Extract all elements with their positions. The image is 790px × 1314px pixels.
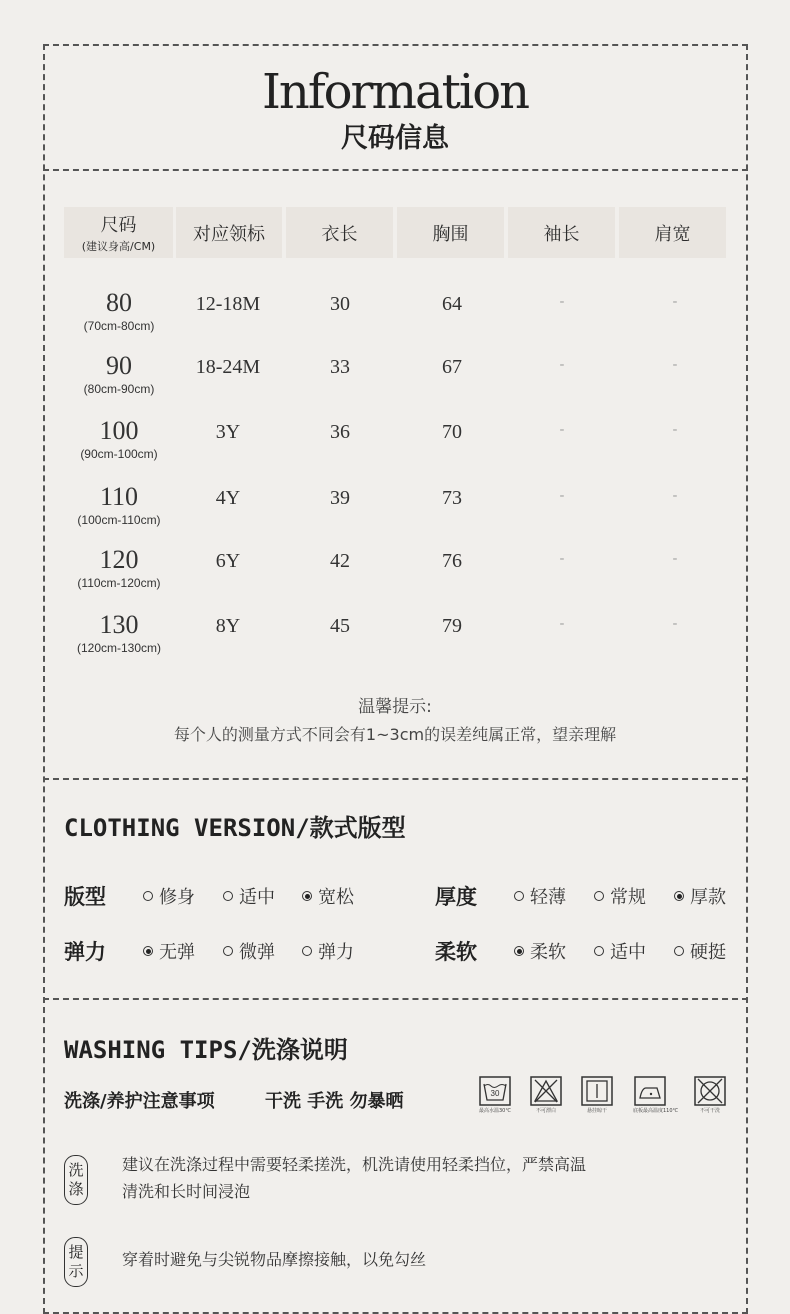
hang-dry-icon [580, 1076, 614, 1114]
table-cell-shoulder: - [672, 422, 678, 437]
table-cell-label: 4Y [215, 487, 241, 509]
title-chinese: 尺码信息 [341, 123, 449, 154]
option-text: 柔软 [530, 942, 566, 963]
table-cell-chest: 64 [442, 293, 462, 315]
radio-unselected-icon [302, 946, 312, 956]
attribute-option[interactable] [514, 883, 566, 909]
radio-selected-icon [302, 891, 312, 901]
table-header-cell [508, 207, 615, 258]
table-cell-length: 42 [330, 550, 350, 572]
wash-badge: 洗 涤 [64, 1155, 88, 1205]
attribute-option[interactable] [594, 883, 646, 909]
option-text: 适中 [239, 887, 275, 908]
table-cell-chest: 73 [442, 487, 462, 509]
table-cell-sleeve: - [559, 357, 565, 372]
radio-unselected-icon [223, 946, 233, 956]
care-caption: 不可干洗 [699, 1108, 720, 1114]
radio-unselected-icon [674, 946, 684, 956]
care-caption: 最高水温30℃ [479, 1108, 511, 1114]
option-text: 厚款 [690, 887, 726, 908]
table-cell-sleeve: - [559, 488, 565, 503]
attribute-label: 柔软 [435, 940, 477, 964]
attribute-option[interactable] [143, 938, 195, 964]
table-cell-sleeve: - [559, 551, 565, 566]
table-cell-chest: 67 [442, 356, 462, 378]
table-cell-label: 3Y [215, 421, 241, 443]
table-cell-length: 36 [330, 421, 350, 443]
header-label: 肩宽 [654, 223, 691, 245]
table-header-cell [64, 207, 173, 258]
svg-text:30: 30 [490, 1089, 500, 1098]
table-cell-chest: 70 [442, 421, 462, 443]
table-cell-size: 120 [99, 545, 139, 574]
washing-tips-title: WASHING TIPS/洗涤说明 [64, 1036, 348, 1064]
table-cell-shoulder: - [672, 294, 678, 309]
table-cell-shoulder: - [672, 488, 678, 503]
divider [43, 169, 748, 171]
table-cell-sleeve: - [559, 616, 565, 631]
option-text: 适中 [610, 942, 646, 963]
attribute-option[interactable] [674, 938, 726, 964]
header-label: 胸围 [432, 223, 469, 245]
radio-unselected-icon [143, 891, 153, 901]
wash-30-icon [478, 1076, 512, 1114]
care-caption: 不可漂白 [535, 1108, 556, 1114]
header-sub: (建议身高/CM) [81, 240, 156, 253]
attribute-option[interactable] [223, 883, 275, 909]
attribute-option[interactable] [143, 883, 195, 909]
option-text: 硬挺 [690, 942, 726, 963]
table-cell-size: 110 [99, 482, 139, 511]
table-header-cell [397, 207, 504, 258]
option-text: 无弹 [159, 942, 195, 963]
header-label: 衣长 [321, 223, 358, 245]
tip-title: 温馨提示: [358, 697, 432, 717]
table-cell-length: 30 [330, 293, 350, 315]
table-cell-label: 6Y [215, 550, 241, 572]
divider [43, 778, 748, 780]
table-cell-chest: 76 [442, 550, 462, 572]
table-cell-shoulder: - [672, 551, 678, 566]
table-cell-sleeve: - [559, 422, 565, 437]
attribute-option[interactable] [514, 938, 566, 964]
iron-110-icon [633, 1076, 679, 1114]
radio-unselected-icon [594, 891, 604, 901]
option-text: 常规 [610, 887, 646, 908]
radio-unselected-icon [514, 891, 524, 901]
table-cell-range: (70cm-80cm) [83, 319, 155, 333]
attribute-option[interactable] [302, 938, 354, 964]
attribute-option[interactable] [594, 938, 646, 964]
radio-selected-icon [674, 891, 684, 901]
table-cell-label: 8Y [215, 615, 241, 637]
table-header-cell [619, 207, 726, 258]
attribute-label: 厚度 [435, 885, 477, 909]
care-caption: 悬挂晾干 [586, 1108, 607, 1114]
radio-unselected-icon [223, 891, 233, 901]
table-cell-chest: 79 [442, 615, 462, 637]
radio-selected-icon [514, 946, 524, 956]
header-label: 对应领标 [193, 223, 265, 245]
care-caption: 底板最高温度110℃ [633, 1108, 679, 1114]
table-cell-size: 100 [99, 416, 139, 445]
table-cell-range: (120cm-130cm) [76, 641, 162, 655]
radio-selected-icon [143, 946, 153, 956]
wash-note: 建议在洗涤过程中需要轻柔搓洗，机洗请使用轻柔挡位，严禁高温 清洗和长时间浸泡 [122, 1155, 587, 1201]
option-text: 宽松 [318, 887, 354, 908]
radio-unselected-icon [594, 946, 604, 956]
wash-care-label: 洗涤/养护注意事项 [64, 1091, 215, 1112]
attribute-option[interactable] [674, 883, 726, 909]
table-cell-length: 39 [330, 487, 350, 509]
table-cell-label: 12-18M [195, 293, 261, 315]
table-cell-range: (80cm-90cm) [83, 382, 155, 396]
table-cell-label: 18-24M [195, 356, 261, 378]
table-cell-length: 33 [330, 356, 350, 378]
table-cell-shoulder: - [672, 616, 678, 631]
no-tumble-dry-icon [693, 1076, 727, 1114]
table-cell-range: (90cm-100cm) [80, 447, 158, 461]
table-cell-shoulder: - [672, 357, 678, 372]
table-cell-sleeve: - [559, 294, 565, 309]
table-header-cell [176, 207, 282, 258]
table-cell-range: (110cm-120cm) [77, 576, 161, 590]
option-text: 轻薄 [530, 887, 566, 908]
attribute-option[interactable] [302, 883, 354, 909]
title-english: Information [261, 64, 529, 120]
table-cell-length: 45 [330, 615, 350, 637]
table-cell-size: 80 [106, 288, 132, 317]
clothing-version-title: CLOTHING VERSION/款式版型 [64, 814, 406, 842]
header-label: 袖长 [543, 223, 580, 245]
option-text: 弹力 [318, 942, 354, 963]
no-bleach-icon [529, 1076, 563, 1114]
header-label: 尺码 [100, 215, 137, 236]
option-text: 微弹 [239, 942, 275, 963]
table-header-cell [286, 207, 393, 258]
table-cell-size: 90 [106, 351, 132, 380]
tip-body: 每个人的测量方式不同会有1~3cm的误差纯属正常，望亲理解 [173, 725, 617, 744]
attribute-option[interactable] [223, 938, 275, 964]
attribute-label: 弹力 [64, 940, 106, 964]
table-cell-size: 130 [99, 610, 139, 639]
tip-note: 穿着时避免与尖锐物品摩擦接触，以免勾丝 [122, 1250, 427, 1269]
wash-methods: 干洗 手洗 勿暴晒 [265, 1091, 404, 1112]
divider [43, 998, 748, 1000]
option-text: 修身 [159, 887, 195, 908]
table-cell-range: (100cm-110cm) [77, 513, 161, 527]
tip-badge: 提 示 [64, 1237, 88, 1287]
attribute-label: 版型 [64, 885, 106, 909]
